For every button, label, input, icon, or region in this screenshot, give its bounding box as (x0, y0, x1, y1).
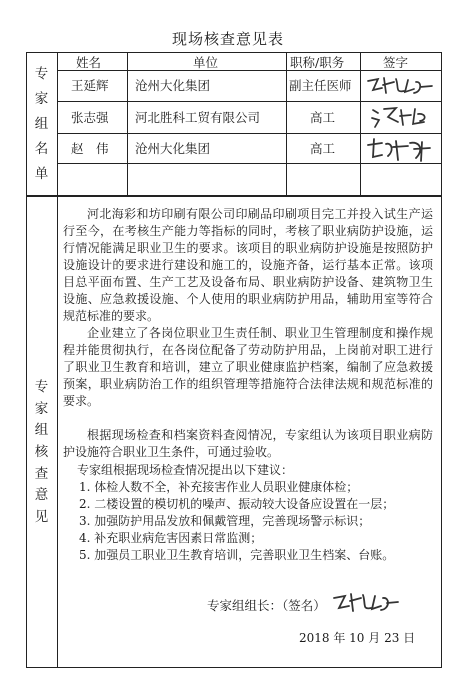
form-title: 现场核查意见表 (171, 30, 284, 48)
header-name: 姓名 (76, 55, 102, 70)
handwritten-signature (370, 104, 434, 134)
member-unit: 河北胜科工贸有限公司 (135, 110, 261, 125)
header-title: 职称/职务 (290, 55, 345, 70)
suggestion-item: 2. 二楼设置的模切机的噪声、振动较大设备应设置在一层； (79, 497, 395, 511)
member-unit: 沧州大化集团 (135, 141, 211, 156)
opinion-paragraph: 企业建立了各岗位职业卫生责任制、职业卫生管理制度和操作规程并能贯彻执行，在各岗位配备了劳动防护用品，上岗前对职工进行了职业卫生教育和培训，建立了职业健康监护档案，编制了应急救援预案，职业病防治工作的组织管理等措施符合法律法规和规范标准的要求。 (63, 326, 433, 408)
handwritten-signature (364, 73, 436, 103)
member-title: 副主任医师 (289, 78, 352, 93)
suggestion-item: 5. 加强员工职业卫生教育培训，完善职业卫生档案、台账。 (79, 548, 395, 562)
member-title: 高工 (310, 110, 336, 125)
member-unit: 沧州大化集团 (135, 78, 211, 93)
leader-signature-label: 专家组组长：（签名） (207, 598, 326, 613)
opinion-paragraph: 根据现场检查和档案资料查阅情况，专家组认为该项目职业病防护设施符合职业卫生条件，可通过验收。 (63, 428, 433, 459)
suggestion-item: 4. 补充职业病危害因素日常监测； (79, 531, 263, 545)
member-name: 张志强 (71, 110, 109, 125)
opinion-paragraph: 河北海彩和坊印刷有限公司印刷品印刷项目完工并投入试生产运行至今，在考核生产能力等指标的同时，考核了职业病防护设施，运行情况能满足职业卫生的要求。该项目的职业病防护设施是按照防护设施设计的要求进行建设和施工的，设施齐备，运行基本正常。该项目总平面布置、生产工艺及设备布局、职业病防护设备、建筑物卫生设施、应急救援设施、个人使用的职业病防护用品，辅助用室等符合规范标准的要求。 (63, 207, 433, 323)
date: 2018 年 10 月 23 日 (299, 631, 416, 645)
suggestion-intro: 专家组根据现场检查情况提出以下建议： (77, 463, 294, 477)
panel-opinion-label: 专 家 组 核 查 意 见 (34, 379, 49, 525)
panel-members-label: 专 家 组 名 单 (34, 66, 49, 182)
member-name: 王延辉 (71, 78, 109, 93)
handwritten-signature (364, 136, 436, 168)
handwritten-signature (330, 588, 400, 622)
header-sign: 签字 (383, 55, 409, 70)
suggestion-item: 1. 体检人数不全，补充接害作业人员职业健康体检； (79, 480, 359, 494)
header-unit: 单位 (193, 55, 219, 70)
member-name: 赵 伟 (71, 141, 109, 156)
suggestion-item: 3. 加强防护用品发放和佩戴管理，完善现场警示标识； (79, 514, 371, 528)
member-title: 高工 (310, 141, 336, 156)
